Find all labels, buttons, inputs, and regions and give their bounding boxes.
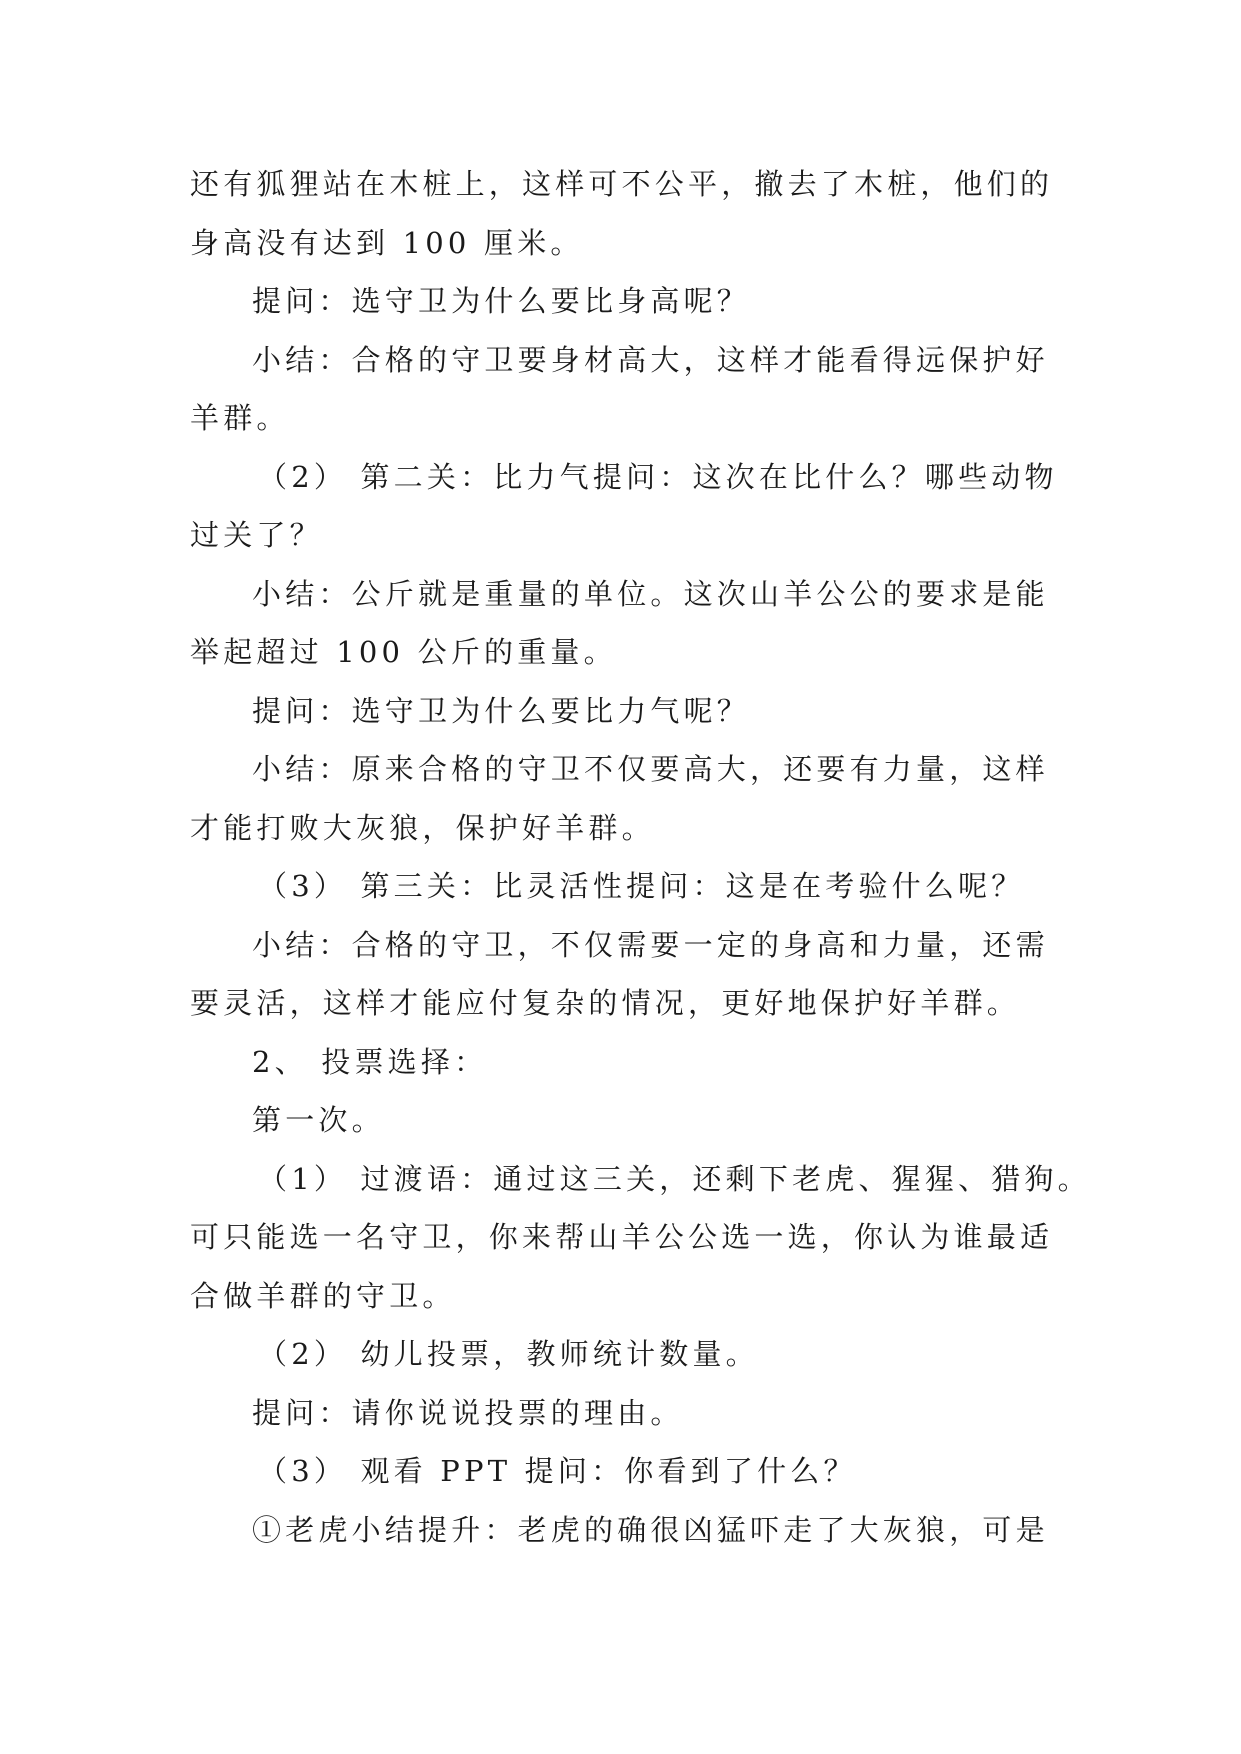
text-line: （2） 第二关：比力气提问：这次在比什么？哪些动物 xyxy=(258,459,1058,494)
text-line: ①老虎小结提升：老虎的确很凶猛吓走了大灰狼，可是 xyxy=(252,1512,1049,1547)
text-line: 小结：合格的守卫，不仅需要一定的身高和力量，还需 xyxy=(252,927,1049,962)
document-body xyxy=(190,155,1091,1559)
text-line: 才能打败大灰狼，保护好羊群。 xyxy=(190,810,655,845)
text-line: 可只能选一名守卫，你来帮山羊公公选一选，你认为谁最适 xyxy=(190,1220,1054,1254)
text-line: （3） 观看 PPT 提问：你看到了什么？ xyxy=(258,1454,857,1488)
text-line: （2） 幼儿投票，教师统计数量。 xyxy=(258,1337,759,1371)
text-line: 小结：原来合格的守卫不仅要高大，还要有力量，这样 xyxy=(252,752,1049,786)
text-line: 合做羊群的守卫。 xyxy=(190,1278,456,1313)
text-line: 提问：选守卫为什么要比身高呢？ xyxy=(252,284,751,318)
text-line: 2、 投票选择： xyxy=(252,1044,488,1079)
text-line: （3） 第三关：比灵活性提问：这是在考验什么呢？ xyxy=(258,869,1025,903)
text-line: 第一次。 xyxy=(252,1103,385,1137)
text-line: 小结：合格的守卫要身材高大，这样才能看得远保护好 xyxy=(252,342,1049,377)
text-line: 提问：请你说说投票的理由。 xyxy=(252,1395,684,1430)
text-line: 还有狐狸站在木桩上，这样可不公平，撤去了木桩，他们的 xyxy=(190,167,1054,201)
text-line: （1） 过渡语：通过这三关，还剩下老虎、猩猩、猎狗。 xyxy=(258,1161,1091,1196)
text-line: 提问：选守卫为什么要比力气呢？ xyxy=(252,693,751,728)
text-line: 要灵活，这样才能应付复杂的情况，更好地保护好羊群。 xyxy=(190,986,1021,1020)
text-line: 羊群。 xyxy=(190,401,290,435)
text-line: 小结：公斤就是重量的单位。这次山羊公公的要求是能 xyxy=(252,576,1049,611)
text-line: 举起超过 100 公斤的重量。 xyxy=(190,635,617,669)
text-line: 过关了？ xyxy=(190,518,323,552)
text-line: 身高没有达到 100 厘米。 xyxy=(190,225,584,260)
